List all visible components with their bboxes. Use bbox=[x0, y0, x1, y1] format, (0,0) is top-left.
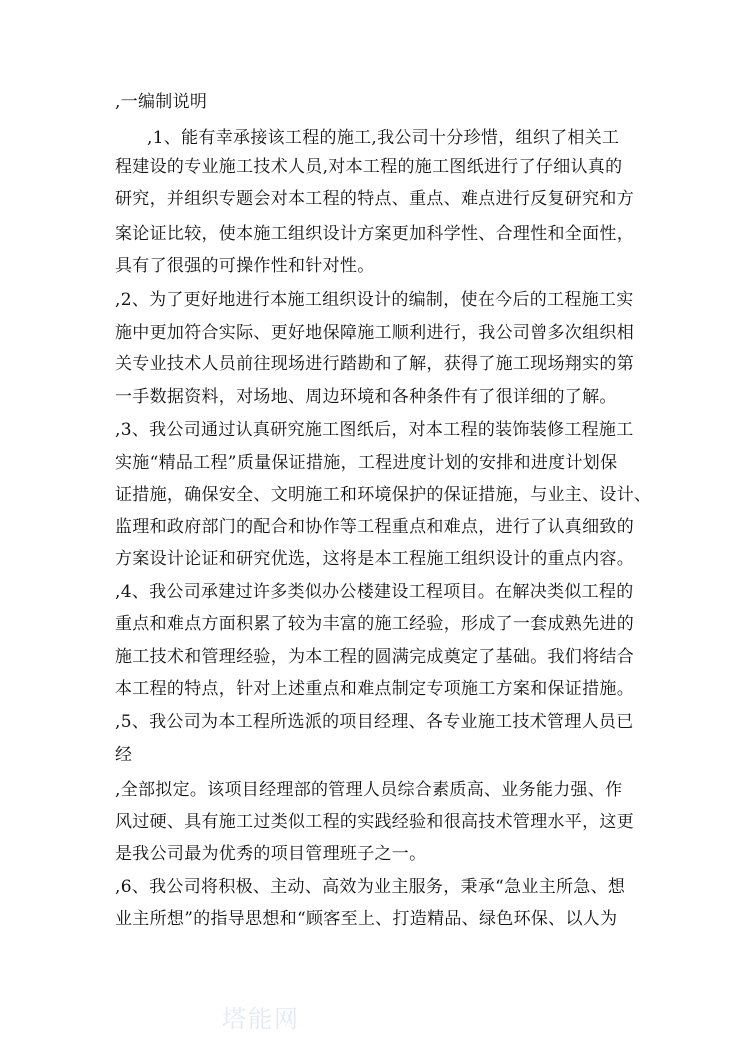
paragraph-5-line: 经 bbox=[115, 745, 133, 765]
paragraph-4-line: 施工技术和管理经验，为本工程的圆满完成奠定了基础。我们将结合 bbox=[115, 647, 634, 667]
paragraph-4-line: 本工程的特点，针对上述重点和难点制定专项施工方案和保证措施。 bbox=[115, 679, 634, 699]
paragraph-2-line: 一手数据资料，对场地、周边环境和各种条件有了很详细的了解。 bbox=[115, 387, 617, 407]
paragraph-1-line: 具有了很强的可操作性和针对性。 bbox=[115, 256, 375, 276]
paragraph-5-line: ,全部拟定。该项目经理部的管理人员综合素质高、业务能力强、作 bbox=[115, 780, 623, 800]
paragraph-6-line: ,6、我公司将积极、主动、高效为业主服务，秉承“急业主所急、想 bbox=[115, 877, 626, 897]
paragraph-4-line: ,4、我公司承建过许多类似办公楼建设工程项目。在解决类似工程的 bbox=[115, 582, 634, 602]
paragraph-1-line: 程建设的专业施工技术人员,对本工程的施工图纸进行了仔细认真的 bbox=[115, 157, 623, 177]
section-heading: ,一编制说明 bbox=[115, 92, 208, 112]
paragraph-4-line: 重点和难点方面积累了较为丰富的施工经验，形成了一套成熟先进的 bbox=[115, 614, 634, 634]
paragraph-5-line: 是我公司最为优秀的项目管理班子之一。 bbox=[115, 844, 427, 864]
paragraph-1-line: ,1、能有幸承接该工程的施工,我公司十分珍惜，组织了相关工 bbox=[147, 128, 620, 148]
paragraph-3-line: 实施“精品工程”质量保证措施，工程进度计划的安排和进度计划保 bbox=[115, 453, 618, 473]
paragraph-6-line: 业主所想”的指导思想和“顾客至上、打造精品、绿色环保、以人为 bbox=[115, 909, 618, 929]
watermark: 塔能网 bbox=[222, 1005, 300, 1033]
paragraph-3-line: 监理和政府部门的配合和协作等工程重点和难点，进行了认真细致的 bbox=[115, 517, 634, 537]
paragraph-2-line: ,2、为了更好地进行本施工组织设计的编制，使在今后的工程施工实 bbox=[115, 290, 634, 310]
paragraph-2-line: 关专业技术人员前往现场进行踏勘和了解，获得了施工现场翔实的第 bbox=[115, 354, 634, 374]
paragraph-3-line: ,3、我公司通过认真研究施工图纸后，对本工程的装饰装修工程施工 bbox=[115, 420, 634, 440]
paragraph-1-line: 研究，并组织专题会对本工程的特点、重点、难点进行反复研究和方 bbox=[115, 189, 634, 209]
paragraph-3-line: 方案设计论证和研究优选，这将是本工程施工组织设计的重点内容。 bbox=[115, 549, 634, 569]
paragraph-5-line: 风过硬、具有施工过类似工程的实践经验和很高技术管理水平，这更 bbox=[115, 812, 634, 832]
paragraph-5-line: ,5、我公司为本工程所选派的项目经理、各专业施工技术管理人员已 bbox=[115, 712, 634, 732]
paragraph-1-line: 案论证比较，使本施工组织设计方案更加科学性、合理性和全面性， bbox=[115, 224, 634, 244]
paragraph-2-line: 施中更加符合实际、更好地保障施工顺利进行，我公司曾多次组织相 bbox=[115, 323, 634, 343]
paragraph-3-line: 证措施，确保安全、文明施工和环境保护的保证措施，与业主、设计、 bbox=[115, 485, 652, 505]
